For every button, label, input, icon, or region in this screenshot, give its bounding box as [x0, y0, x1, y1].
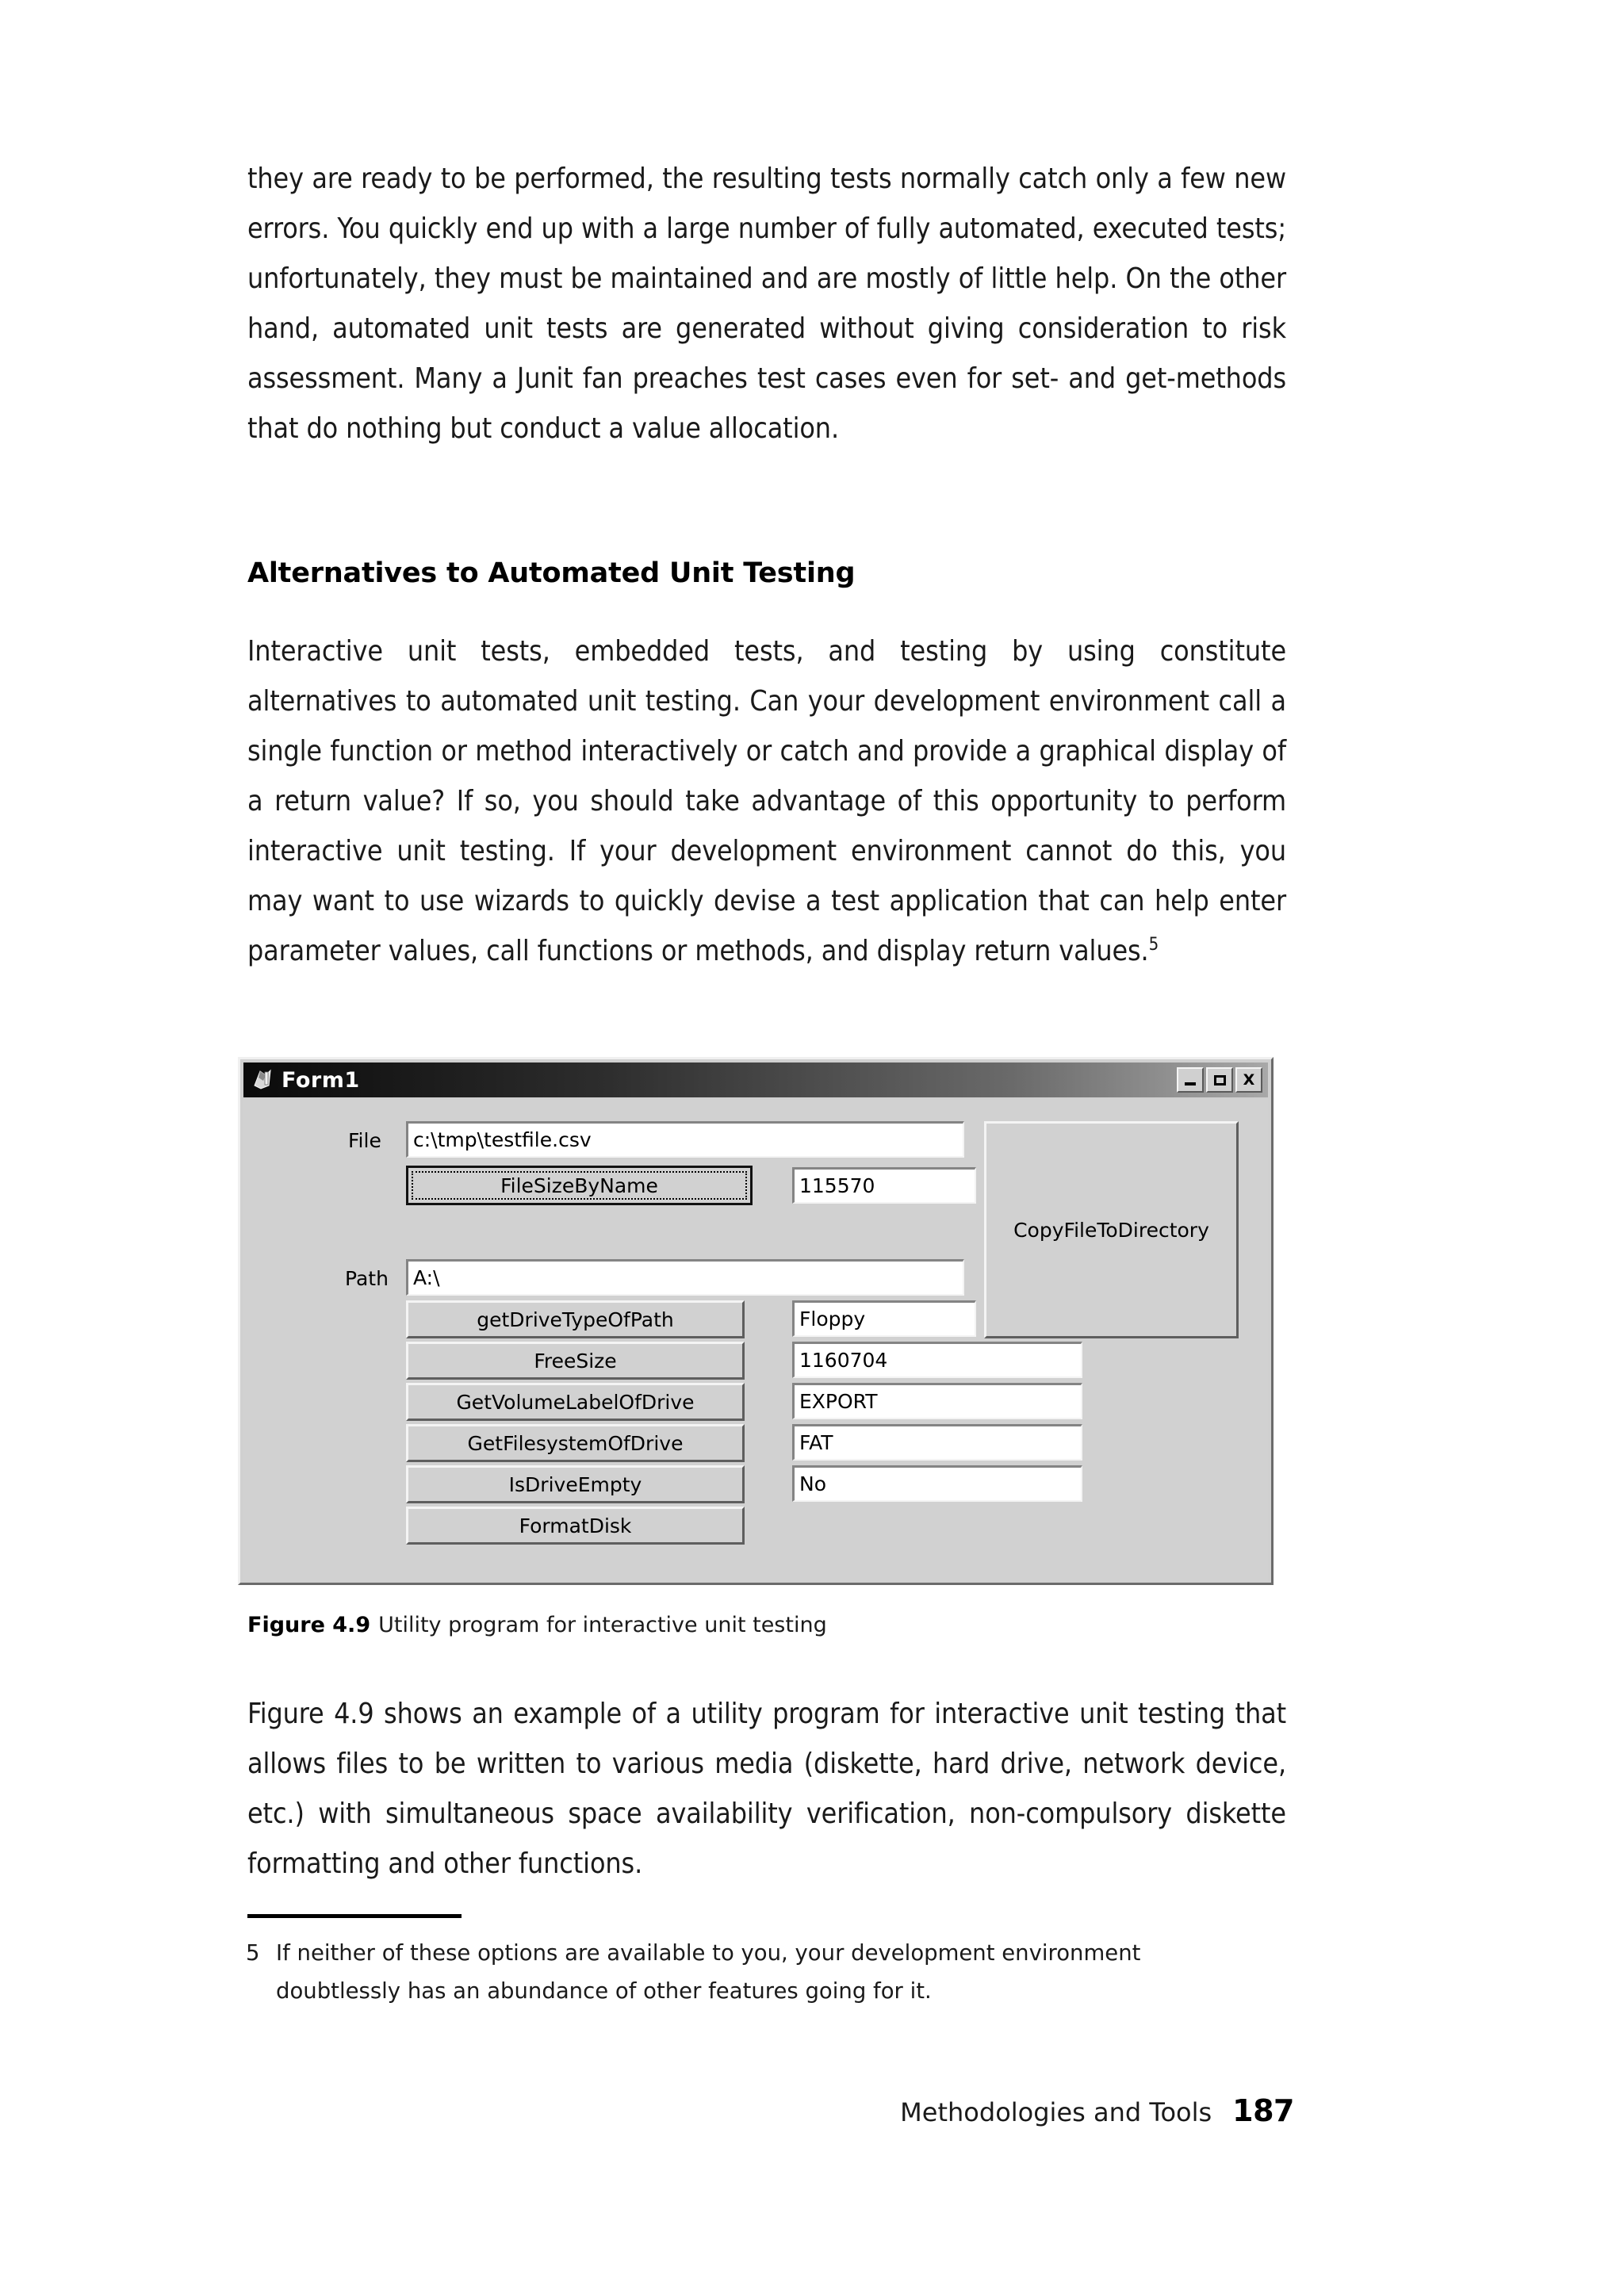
- paragraph-1-container: [247, 154, 1286, 454]
- vb-form-icon: [250, 1068, 274, 1092]
- footnote-number: 5: [246, 1940, 260, 1966]
- form-client-area: [243, 1099, 1268, 1581]
- getfilesystemofdrive-button[interactable]: GetFilesystemOfDrive: [406, 1424, 745, 1462]
- footnote-block: [246, 1914, 1293, 2010]
- window-titlebar: [243, 1063, 1268, 1097]
- figure-caption: [247, 1611, 1294, 1640]
- file-label: File: [348, 1129, 381, 1152]
- path-input[interactable]: A:\: [406, 1259, 964, 1296]
- isdriveempty-button[interactable]: IsDriveEmpty: [406, 1465, 745, 1503]
- section-heading-container: [247, 555, 1286, 592]
- footnote-separator-rule: [247, 1914, 462, 1918]
- figure-caption-label: Figure 4.9: [247, 1613, 371, 1637]
- getdrivetypeofpath-result[interactable]: Floppy: [792, 1300, 976, 1337]
- paragraph-3-container: [247, 1689, 1286, 1889]
- footnote-line-1: If neither of these options are available to you, your development environment: [276, 1940, 1141, 1966]
- window-controls: [1177, 1067, 1262, 1093]
- isdriveempty-result[interactable]: No: [792, 1465, 1082, 1502]
- getvolumelabelofdrive-result[interactable]: EXPORT: [792, 1383, 1082, 1419]
- page-footer: [0, 2093, 1294, 2128]
- minimize-icon: [1185, 1082, 1196, 1085]
- getvolumelabelofdrive-button[interactable]: GetVolumeLabelOfDrive: [406, 1383, 745, 1421]
- page-number: 187: [1232, 2093, 1294, 2128]
- focus-ring: FileSizeByName: [412, 1171, 747, 1200]
- freesize-button[interactable]: FreeSize: [406, 1342, 745, 1380]
- maximize-button[interactable]: [1206, 1067, 1233, 1093]
- getfilesystemofdrive-result[interactable]: FAT: [792, 1424, 1082, 1461]
- path-label: Path: [345, 1267, 389, 1290]
- minimize-button[interactable]: [1177, 1067, 1204, 1093]
- formatdisk-button[interactable]: FormatDisk: [406, 1507, 745, 1545]
- footnote-row: [246, 1934, 1293, 2010]
- paragraph-3: Figure 4.9 shows an example of a utility program for interactive unit testing that allows files to be written to various media (diskette, hard drive, network device, etc.) with simultaneous space availability verification, non-compulsory diskette formatting and other functions.: [247, 1698, 1286, 1880]
- close-button[interactable]: X: [1235, 1067, 1262, 1093]
- getdrivetypeofpath-button[interactable]: getDriveTypeOfPath: [406, 1300, 745, 1338]
- figure-4-9-screenshot: [238, 1057, 1274, 1585]
- file-input[interactable]: c:\tmp\testfile.csv: [406, 1121, 964, 1158]
- figure-caption-text: Utility program for interactive unit testing: [378, 1613, 827, 1637]
- paragraph-1: they are ready to be performed, the resulting tests normally catch only a few new errors. You quickly end up with a large number of fully automated, executed tests; unfortunately, they must be maintained and are mostly of little help. On the other hand, automated unit tests are generated without giving consideration to risk assessment. Many a Junit fan preaches test cases even for set- and get-methods that do nothing but conduct a value allocation.: [247, 163, 1286, 445]
- footnote-line-2: doubtlessly has an abundance of other features going for it.: [276, 1978, 932, 2004]
- window-title: Form1: [282, 1067, 360, 1093]
- paragraph-2: [247, 626, 1286, 976]
- maximize-icon: [1214, 1075, 1226, 1085]
- form1-window: [238, 1057, 1274, 1585]
- footnote-text: [276, 1934, 1293, 2010]
- filesizebyname-result[interactable]: 115570: [792, 1167, 976, 1204]
- freesize-result[interactable]: 1160704: [792, 1342, 1082, 1378]
- paragraph-2-text: Interactive unit tests, embedded tests, and testing by using constitute alternatives to automated unit testing. Can your development environment call a single function or method interactively or catch and provide a graphical display of a return value? If so, you should take advantage of this opportunity to perform interactive unit testing. If your development environment cannot do this, you may want to use wizards to quickly devise a test application that can help enter parameter values, call functions or methods, and display return values.: [247, 635, 1286, 967]
- footnote-marker: 5: [1148, 935, 1159, 955]
- footer-running-head: Methodologies and Tools: [900, 2097, 1212, 2127]
- copyfiletodirectory-button[interactable]: CopyFileToDirectory: [984, 1121, 1239, 1338]
- paragraph-2-container: [247, 626, 1286, 976]
- filesizebyname-button[interactable]: [406, 1166, 753, 1205]
- section-heading: Alternatives to Automated Unit Testing: [247, 557, 856, 589]
